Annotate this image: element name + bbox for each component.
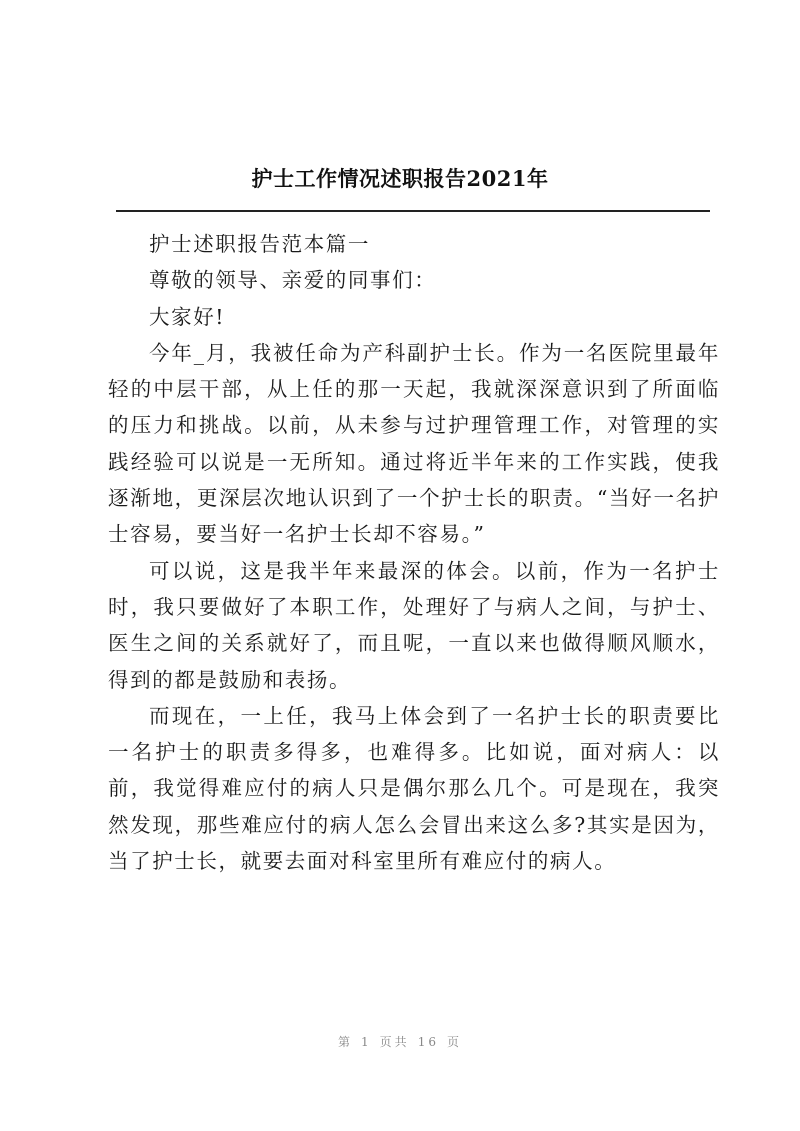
- body-paragraph: 今年_月，我被任命为产科副护士长。作为一名医院里最年轻的中层干部，从上任的那一天起，我就深深意识到了所面临的压力和挑战。以前，从未参与过护理管理工作，对管理的实践经验可以说是一无所知。通过将近半年来的工作实践，使我逐渐地，更深层次地认识到了一个护士长的职责。“当好一名护士容易，要当好一名护士长却不容易。”: [108, 340, 720, 547]
- salutation: 尊敬的领导、亲爱的同事们：: [149, 268, 437, 293]
- section-heading: 护士述职报告范本篇一: [149, 232, 370, 256]
- footer-page-number: 1: [361, 1035, 372, 1049]
- document-body: [108, 226, 720, 879]
- title-divider: [116, 210, 710, 212]
- footer-suffix: 页: [446, 1035, 462, 1049]
- footer-middle: 页共: [379, 1035, 410, 1049]
- footer-prefix: 第: [338, 1035, 354, 1049]
- document-title: 护士工作情况述职报告2021年: [251, 166, 549, 191]
- body-paragraph: 而现在，一上任，我马上体会到了一名护士长的职责要比一名护士的职责多得多，也难得多。比如说，面对病人：以前，我觉得难应付的病人只是偶尔那么几个。可是现在，我突然发现，那些难应付的病人怎么会冒出来这么多?其实是因为，当了护士长，就要去面对科室里所有难应付的病人。: [108, 703, 720, 874]
- body-paragraph: 可以说，这是我半年来最深的体会。以前，作为一名护士时，我只要做好了本职工作，处理好了与病人之间，与护士、医生之间的关系就好了，而且呢，一直以来也做得顺风顺水，得到的都是鼓励和表扬。: [108, 558, 720, 692]
- page-footer: [0, 1033, 800, 1050]
- greeting: 大家好!: [149, 304, 226, 329]
- footer-total-pages: 16: [417, 1035, 439, 1049]
